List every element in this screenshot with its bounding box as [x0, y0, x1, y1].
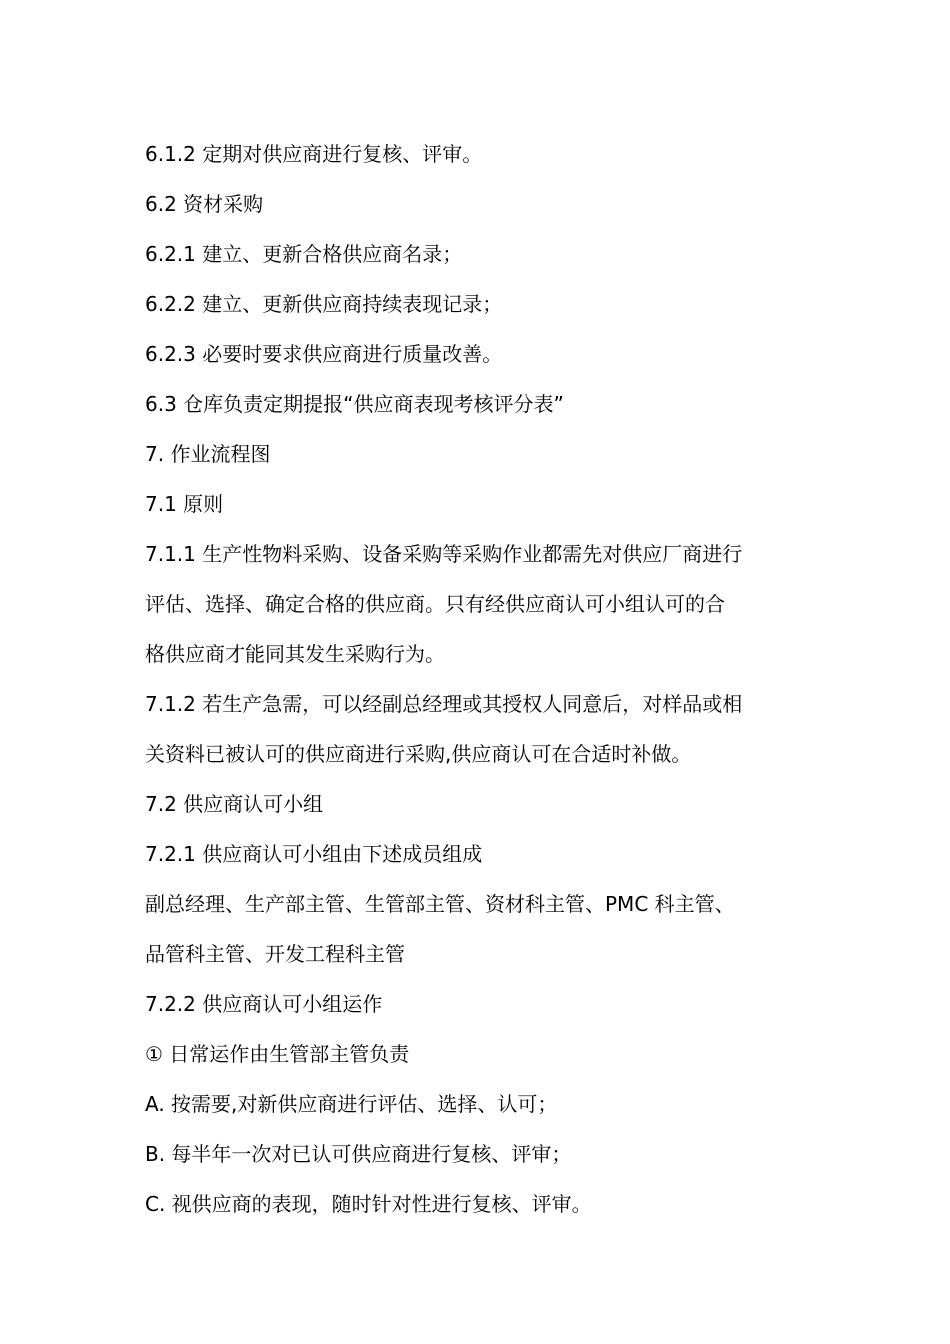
list-item-b: B. 每半年一次对已认可供应商进行复核、评审；: [145, 1142, 572, 1166]
list-item-c: C. 视供应商的表现，随时针对性进行复核、评审。: [145, 1192, 592, 1216]
heading-6-2: 6.2 资材采购: [145, 192, 264, 216]
text-line-7-2-1: 7.2.1 供应商认可小组由下述成员组成: [145, 842, 483, 866]
paragraph-7-1-1-line-2: 评估、选择、确定合格的供应商。只有经供应商认可小组认可的合: [145, 592, 725, 616]
member-list-line-1: 副总经理、生产部主管、生管部主管、资材科主管、PMC 科主管、: [145, 892, 735, 916]
document-body: [145, 129, 810, 1229]
paragraph-7-1-2-line-2: 关资料已被认可的供应商进行采购,供应商认可在合适时补做。: [145, 742, 692, 766]
paragraph-7-1-1-line-3: 格供应商才能同其发生采购行为。: [145, 642, 445, 666]
heading-7-1: 7.1 原则: [145, 492, 224, 516]
text-line-6-1-2: 6.1.2 定期对供应商进行复核、评审。: [145, 142, 483, 166]
text-line-7-2-2: 7.2.2 供应商认可小组运作: [145, 992, 383, 1016]
heading-7: 7. 作业流程图: [145, 442, 271, 466]
list-item-1: ① 日常运作由生管部主管负责: [145, 1042, 410, 1066]
heading-7-2: 7.2 供应商认可小组: [145, 792, 324, 816]
text-line-6-2-2: 6.2.2 建立、更新供应商持续表现记录；: [145, 292, 503, 316]
paragraph-7-1-1-line-1: 7.1.1 生产性物料采购、设备采购等采购作业都需先对供应厂商进行: [145, 542, 743, 566]
member-list-line-2: 品管科主管、开发工程科主管: [145, 942, 405, 966]
paragraph-7-1-2-line-1: 7.1.2 若生产急需，可以经副总经理或其授权人同意后，对样品或相: [145, 692, 743, 716]
text-line-6-2-1: 6.2.1 建立、更新合格供应商名录；: [145, 242, 463, 266]
list-item-a: A. 按需要,对新供应商进行评估、选择、认可；: [145, 1092, 558, 1116]
text-line-6-2-3: 6.2.3 必要时要求供应商进行质量改善。: [145, 342, 503, 366]
text-line-6-3: 6.3 仓库负责定期提报“供应商表现考核评分表”: [145, 392, 564, 416]
